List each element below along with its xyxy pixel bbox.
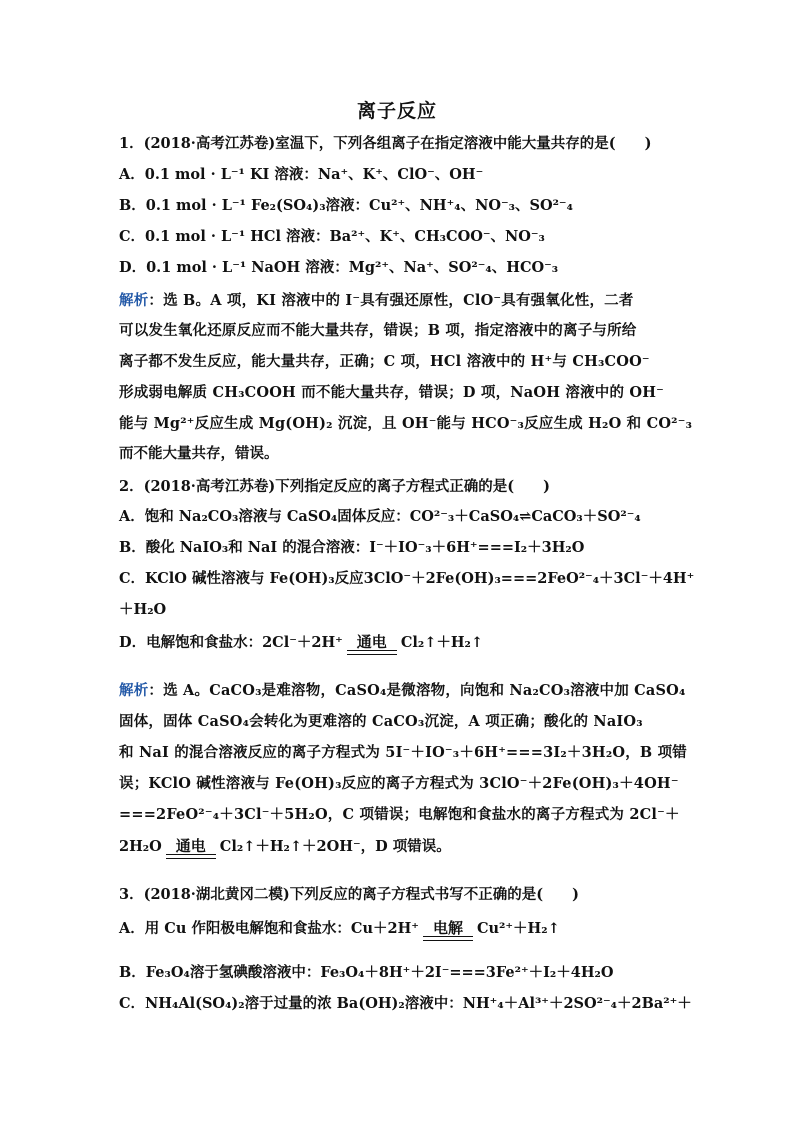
q1-option-a: A．0.1 mol · L⁻¹ KI 溶液：Na⁺、K⁺、ClO⁻、OH⁻ (119, 166, 484, 183)
q3-stem: 3．(2018·湖北黄冈二模)下列反应的离子方程式书写不正确的是( ) (119, 886, 579, 903)
q2-analysis-line: 误；KClO 碱性溶液与 Fe(OH)₃反应的离子方程式为 3ClO⁻＋2Fe(OH)₃＋4OH⁻ (119, 775, 679, 792)
q1-analysis-line: 能与 Mg²⁺反应生成 Mg(OH)₂ 沉淀，且 OH⁻能与 HCO⁻₃反应生成 H₂O 和 CO²⁻₃ (119, 415, 693, 432)
analysis-label: 解析 (119, 292, 149, 309)
q3-option-a: A．用 Cu 作阳极电解饱和食盐水：Cu＋2H⁺ 电解 Cu²⁺＋H₂↑ (119, 918, 560, 941)
q2-option-d: D．电解饱和食盐水：2Cl⁻＋2H⁺ 通电 Cl₂↑＋H₂↑ (119, 632, 483, 655)
q2-analysis-line: 解析：选 A。CaCO₃是难溶物，CaSO₄是微溶物，向饱和 Na₂CO₃溶液中加 CaSO₄ (119, 682, 686, 699)
q2-stem: 2．(2018·高考江苏卷)下列指定反应的离子方程式正确的是( ) (119, 478, 550, 495)
q1-option-b: B．0.1 mol · L⁻¹ Fe₂(SO₄)₃溶液：Cu²⁺、NH⁺₄、NO⁻₃、SO²⁻₄ (119, 197, 573, 214)
q1-analysis-line: 可以发生氧化还原反应而不能大量共存，错误；B 项，指定溶液中的离子与所给 (119, 322, 637, 339)
page-title: 离子反应 (356, 100, 437, 122)
equals-condition: 通电 (166, 838, 216, 859)
q2-option-a: A．饱和 Na₂CO₃溶液与 CaSO₄固体反应：CO²⁻₃＋CaSO₄⇌CaCO₃＋SO²⁻₄ (119, 508, 641, 525)
analysis-label: 解析 (119, 682, 149, 699)
q2-option-c: C．KClO 碱性溶液与 Fe(OH)₃反应3ClO⁻＋2Fe(OH)₃===2FeO²⁻₄＋3Cl⁻＋4H⁺ (119, 570, 695, 587)
q1-option-c: C．0.1 mol · L⁻¹ HCl 溶液：Ba²⁺、K⁺、CH₃COO⁻、NO⁻₃ (119, 228, 545, 245)
q2-option-c-cont: ＋H₂O (119, 601, 167, 618)
q2-analysis-line: 固体，固体 CaSO₄会转化为更难溶的 CaCO₃沉淀，A 项正确；酸化的 NaIO₃ (119, 713, 643, 730)
q1-analysis-line: 解析：选 B。A 项，KI 溶液中的 I⁻具有强还原性，ClO⁻具有强氧化性，二者 (119, 292, 634, 309)
q3-option-b: B．Fe₃O₄溶于氢碘酸溶液中：Fe₃O₄＋8H⁺＋2I⁻===3Fe²⁺＋I₂＋4H₂O (119, 964, 614, 981)
q1-stem: 1．(2018·高考江苏卷)室温下，下列各组离子在指定溶液中能大量共存的是( ) (119, 135, 652, 152)
q1-analysis-line: 形成弱电解质 CH₃COOH 而不能大量共存，错误；D 项，NaOH 溶液中的 OH⁻ (119, 384, 664, 401)
q2-analysis-line: ===2FeO²⁻₄＋3Cl⁻＋5H₂O，C 项错误；电解饱和食盐水的离子方程式为 2Cl⁻＋ (119, 806, 680, 823)
q1-option-d: D．0.1 mol · L⁻¹ NaOH 溶液：Mg²⁺、Na⁺、SO²⁻₄、HCO⁻₃ (119, 259, 559, 276)
q1-analysis-line: 离子都不发生反应，能大量共存，正确；C 项，HCl 溶液中的 H⁺与 CH₃COO⁻ (119, 353, 650, 370)
equals-condition: 电解 (423, 920, 473, 941)
q3-option-c: C．NH₄Al(SO₄)₂溶于过量的浓 Ba(OH)₂溶液中：NH⁺₄＋Al³⁺＋2SO²⁻₄＋2Ba²⁺＋ (119, 995, 692, 1012)
equals-condition: 通电 (347, 634, 397, 655)
q1-analysis-line: 而不能大量共存，错误。 (119, 445, 279, 462)
q2-analysis-line: 2H₂O 通电 Cl₂↑＋H₂↑＋2OH⁻，D 项错误。 (119, 836, 451, 859)
q2-option-b: B．酸化 NaIO₃和 NaI 的混合溶液：I⁻＋IO⁻₃＋6H⁺===I₂＋3H₂O (119, 539, 585, 556)
q2-analysis-line: 和 NaI 的混合溶液反应的离子方程式为 5I⁻＋IO⁻₃＋6H⁺===3I₂＋3H₂O，B 项错 (119, 744, 688, 761)
